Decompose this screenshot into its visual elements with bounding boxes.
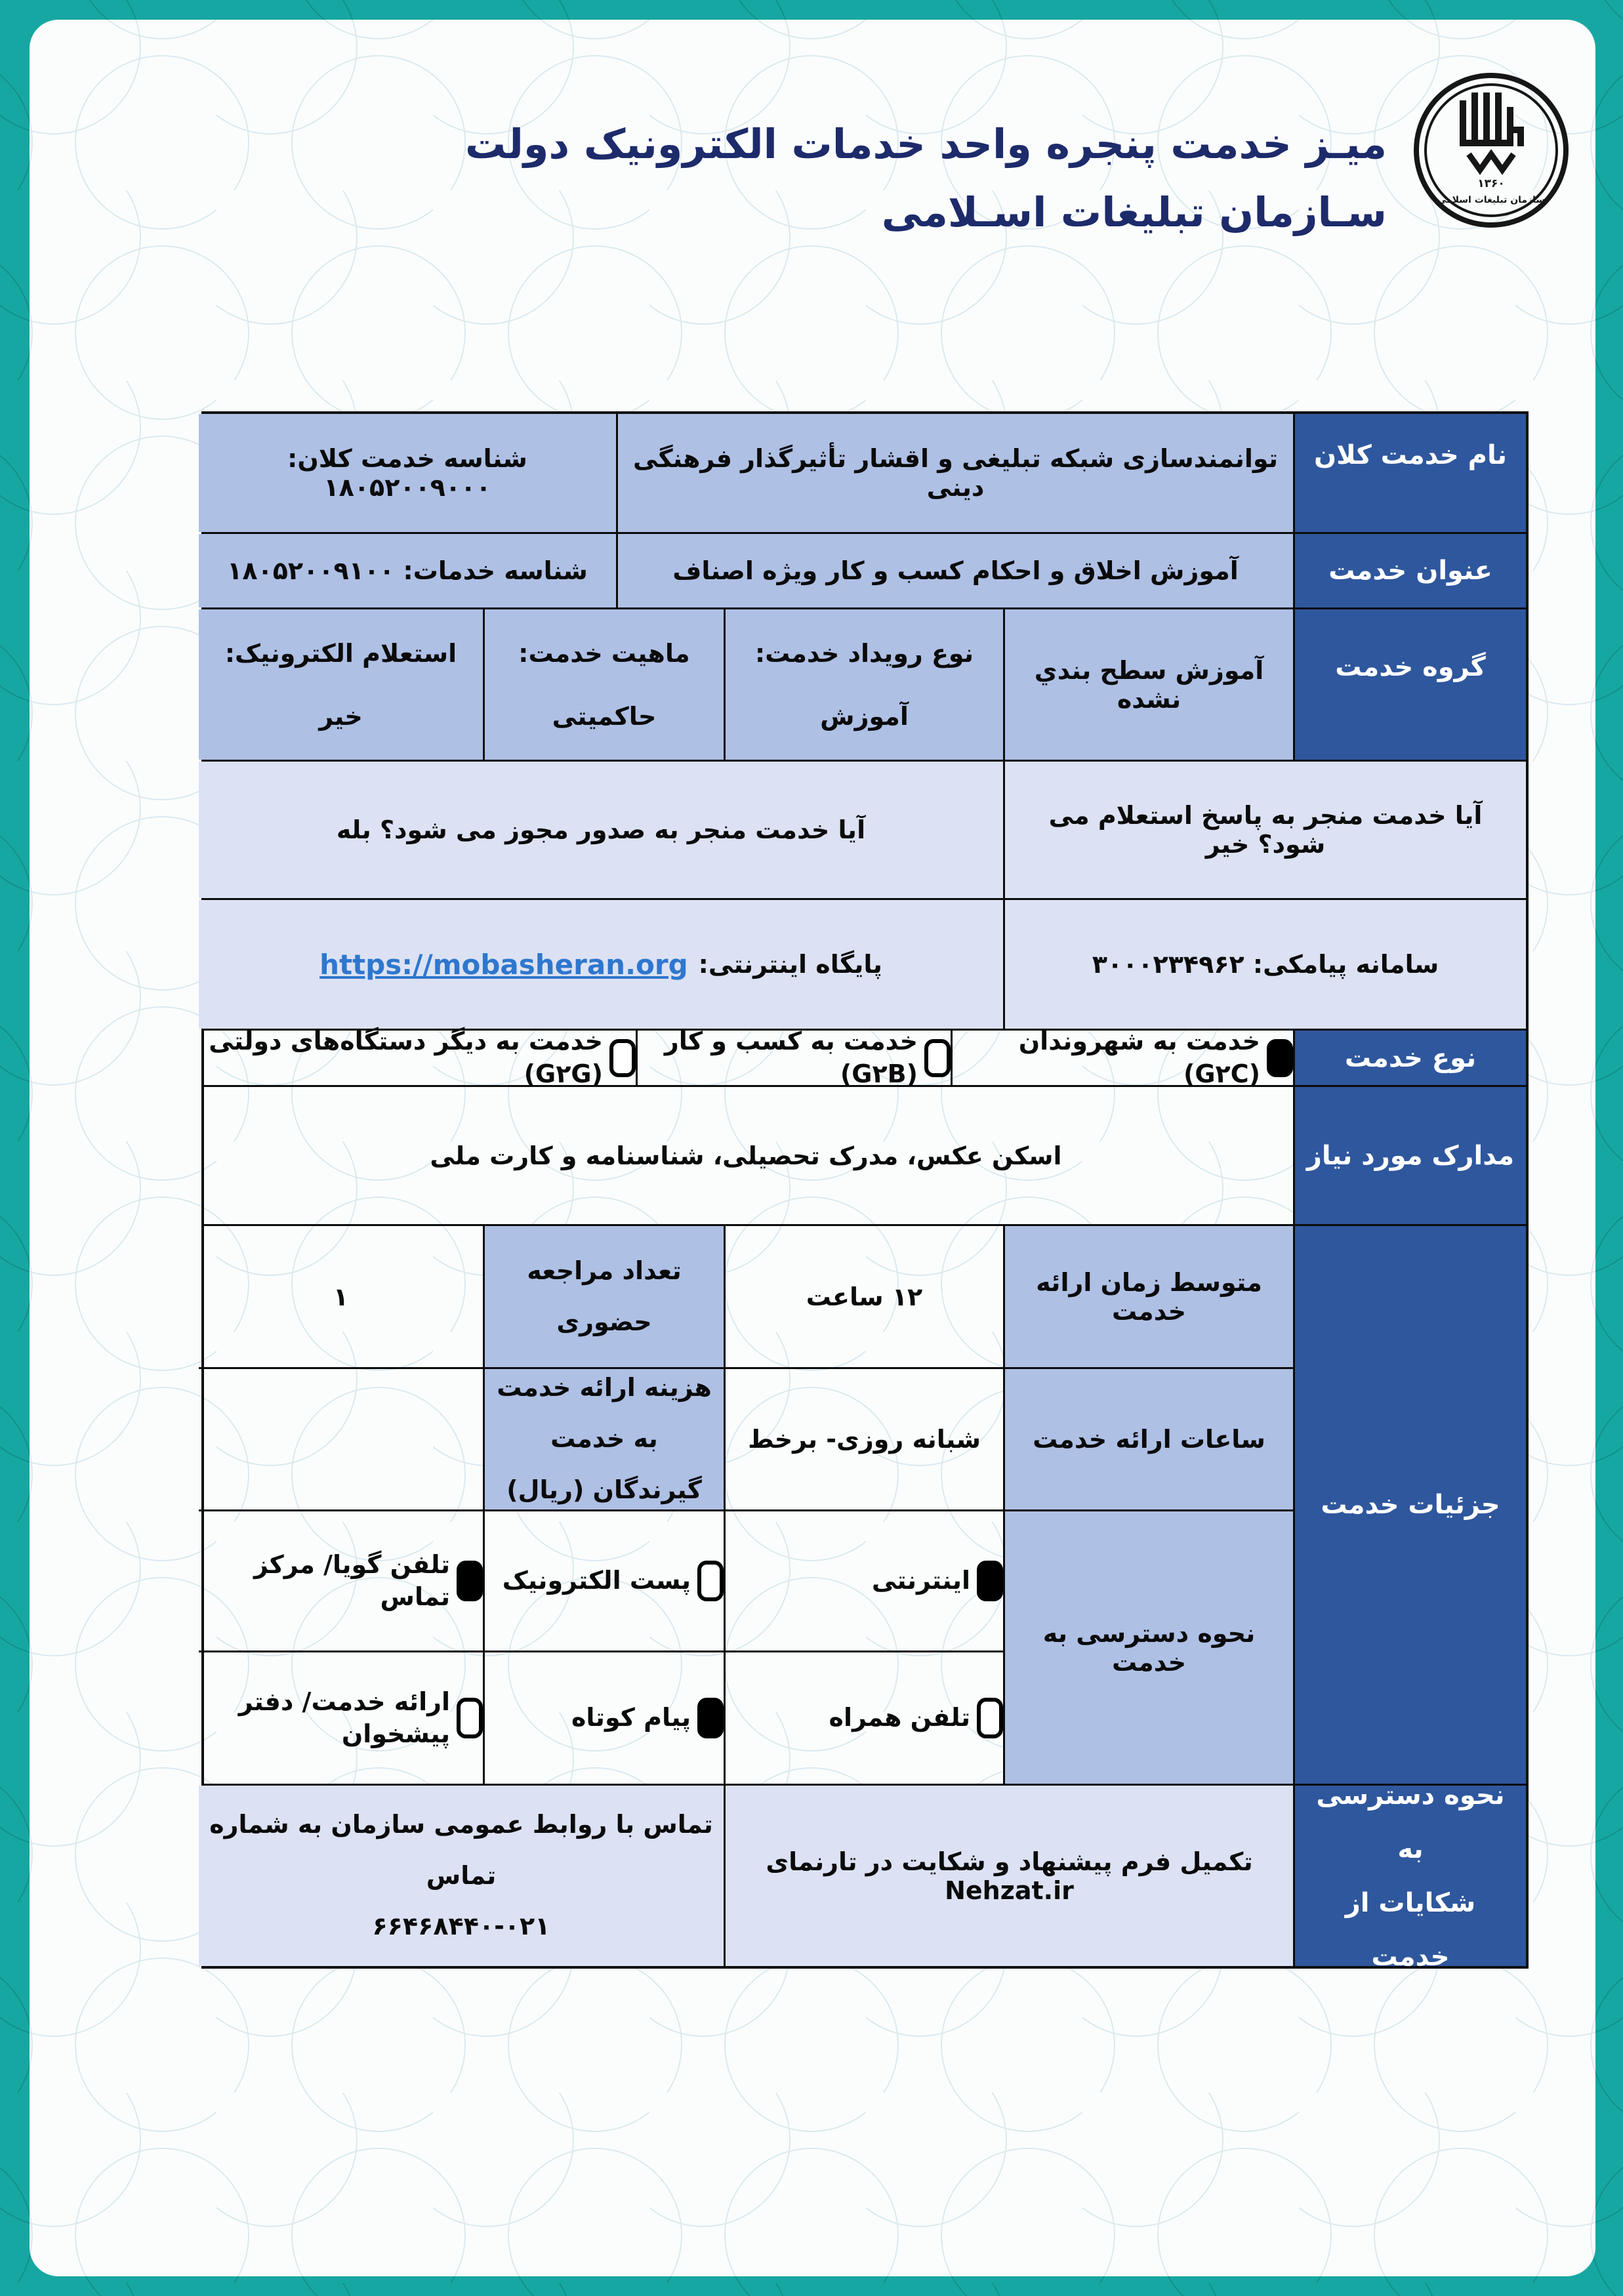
complaints-online: تکمیل فرم پیشنهاد و شکایت در تارنمای Nehzat.ir [724,1786,1293,1966]
cost-value [199,1369,483,1509]
macro-service-header: نام خدمت کلان [1293,414,1526,532]
service-table [201,411,1529,1972]
details-row-time [199,1226,1293,1369]
row-complaints [204,1780,1526,1972]
ivr-label: تلفن گویا/ مرکز تماس [253,1549,450,1611]
counter-label: ارائه خدمت/ دفتر پیشخوان [238,1687,450,1748]
g2c-label: خدمت به شهروندان (G۲C) [1018,1027,1260,1088]
avg-time-label: متوسط زمان ارائه خدمت [1003,1226,1293,1367]
inquiry-question: آیا خدمت منجر به پاسخ استعلام می شود؟ خیر [1003,762,1526,898]
avg-time-value: ۱۲ ساعت [724,1226,1003,1367]
title-line-2: سـازمان تبلیغات اسـلامی [881,188,1387,236]
access-row-2 [199,1652,1003,1784]
row-service-details [204,1226,1526,1786]
website-cell [199,900,1003,1029]
service-nature-label: ماهیت خدمت: [518,638,690,668]
document-title [465,110,1387,247]
option-g2b [636,1027,951,1088]
hours-value: شبانه روزی- برخط [724,1369,1003,1509]
details-header: جزئیات خدمت [1293,1226,1526,1784]
details-access-block [199,1511,1293,1784]
visits-value: ۱ [333,1282,349,1311]
logo-org-name: سازمان تبلیغات اسلامی [1437,195,1546,205]
documents-value: اسکن عکس، مدرک تحصیلی، شناسنامه و کارت ملی [430,1141,1062,1170]
access-label: نحوه دسترسی به خدمت [1003,1511,1293,1784]
website-link[interactable]: https://mobasheran.org [319,948,688,981]
row-macro-service [204,414,1526,534]
hours-label: ساعات ارائه خدمت [1003,1369,1293,1509]
email-label: پست الکترونیک [502,1566,691,1595]
g2g-label: خدمت به دیگر دستگاه‌های دولتی (G۲G) [209,1027,603,1088]
sms-label: پیام کوتاه [571,1703,691,1732]
internet-checkbox[interactable] [977,1561,1003,1601]
option-g2g [199,1027,636,1088]
service-type-header: نوع خدمت [1293,1031,1526,1085]
service-event-type [724,609,1003,760]
documents-header: مدارک مورد نیاز [1293,1087,1526,1224]
ivr-checkbox[interactable] [457,1561,483,1601]
g2b-checkbox[interactable] [924,1039,951,1077]
row-required-documents [204,1087,1526,1226]
option-mobile [724,1652,1003,1784]
service-event-type-value: آموزش [820,701,909,731]
option-internet [724,1511,1003,1650]
electronic-inquiry-label: استعلام الکترونیک: [224,638,457,668]
access-row-1 [199,1511,1003,1652]
service-group-level: آموزش سطح بندي نشده [1003,609,1293,760]
title-line-1: میـز خدمت پنجره واحد خدمات الکترونیک دولت [464,120,1387,168]
sms-checkbox[interactable] [697,1698,724,1738]
row-inquiry-license [204,762,1526,900]
option-ivr [199,1511,483,1650]
service-nature-value: حاکمیتی [552,701,657,731]
service-title-value: آموزش اخلاق و احکام کسب و کار ویژه اصناف [616,534,1293,607]
electronic-inquiry-value: خیر [319,701,363,731]
row-service-type [204,1027,1526,1088]
website-label: پایگاه اینترنتی: [698,950,882,979]
internet-label: اینترنتی [871,1566,970,1595]
option-sms [483,1652,724,1784]
organization-logo-icon [1409,68,1573,232]
row-service-group [204,609,1526,762]
email-checkbox[interactable] [697,1561,724,1601]
license-question: آیا خدمت منجر به صدور مجوز می شود؟ بله [199,762,1003,898]
macro-service-id: شناسه خدمت کلان: ۱۸۰۵۲۰۰۹۰۰۰ [199,414,616,532]
row-service-title [204,534,1526,609]
complaints-header-line2: شکایات از خدمت [1345,1887,1476,1972]
complaints-phone-number: ۶۶۴۶۸۴۴۰-۰۲۱ [372,1912,550,1941]
complaints-phone-text: تماس با روابط عمومی سازمان به شماره تماس [209,1809,713,1890]
service-event-type-label: نوع رویداد خدمت: [754,638,974,668]
option-counter [199,1652,483,1784]
service-group-header: گروه خدمت [1293,609,1526,760]
service-title-id: شناسه خدمات: ۱۸۰۵۲۰۰۹۱۰۰ [199,534,616,607]
cost-label: هزینه ارائه خدمت به خدمت گیرندگان (ریال) [483,1369,724,1509]
complaints-phone-cell [199,1786,724,1966]
details-row-hours [199,1369,1293,1511]
macro-service-value: توانمندسازی شبکه تبلیغی و اقشار تأثیرگذار فرهنگی دینی [616,414,1293,532]
visits-label: تعداد مراجعه حضوری [483,1226,724,1367]
row-contact-channels [204,900,1526,1031]
sms-system: سامانه پیامکی: ۳۰۰۰۲۳۴۹۶۲ [1003,900,1526,1029]
service-title-header: عنوان خدمت [1293,534,1526,607]
option-email [483,1511,724,1650]
complaints-header-line1: نحوه دسترسی به [1316,1780,1505,1864]
mobile-checkbox[interactable] [977,1698,1003,1738]
service-nature [483,609,724,760]
electronic-inquiry [199,609,483,760]
counter-checkbox[interactable] [457,1698,483,1738]
logo-year: ۱۳۶۰ [1477,177,1505,190]
g2g-checkbox[interactable] [609,1039,636,1077]
complaints-header [1293,1780,1526,1972]
mobile-label: تلفن همراه [829,1703,970,1732]
option-g2c [951,1027,1293,1088]
g2c-checkbox[interactable] [1267,1039,1293,1077]
g2b-label: خدمت به کسب و کار (G۲B) [664,1027,918,1088]
